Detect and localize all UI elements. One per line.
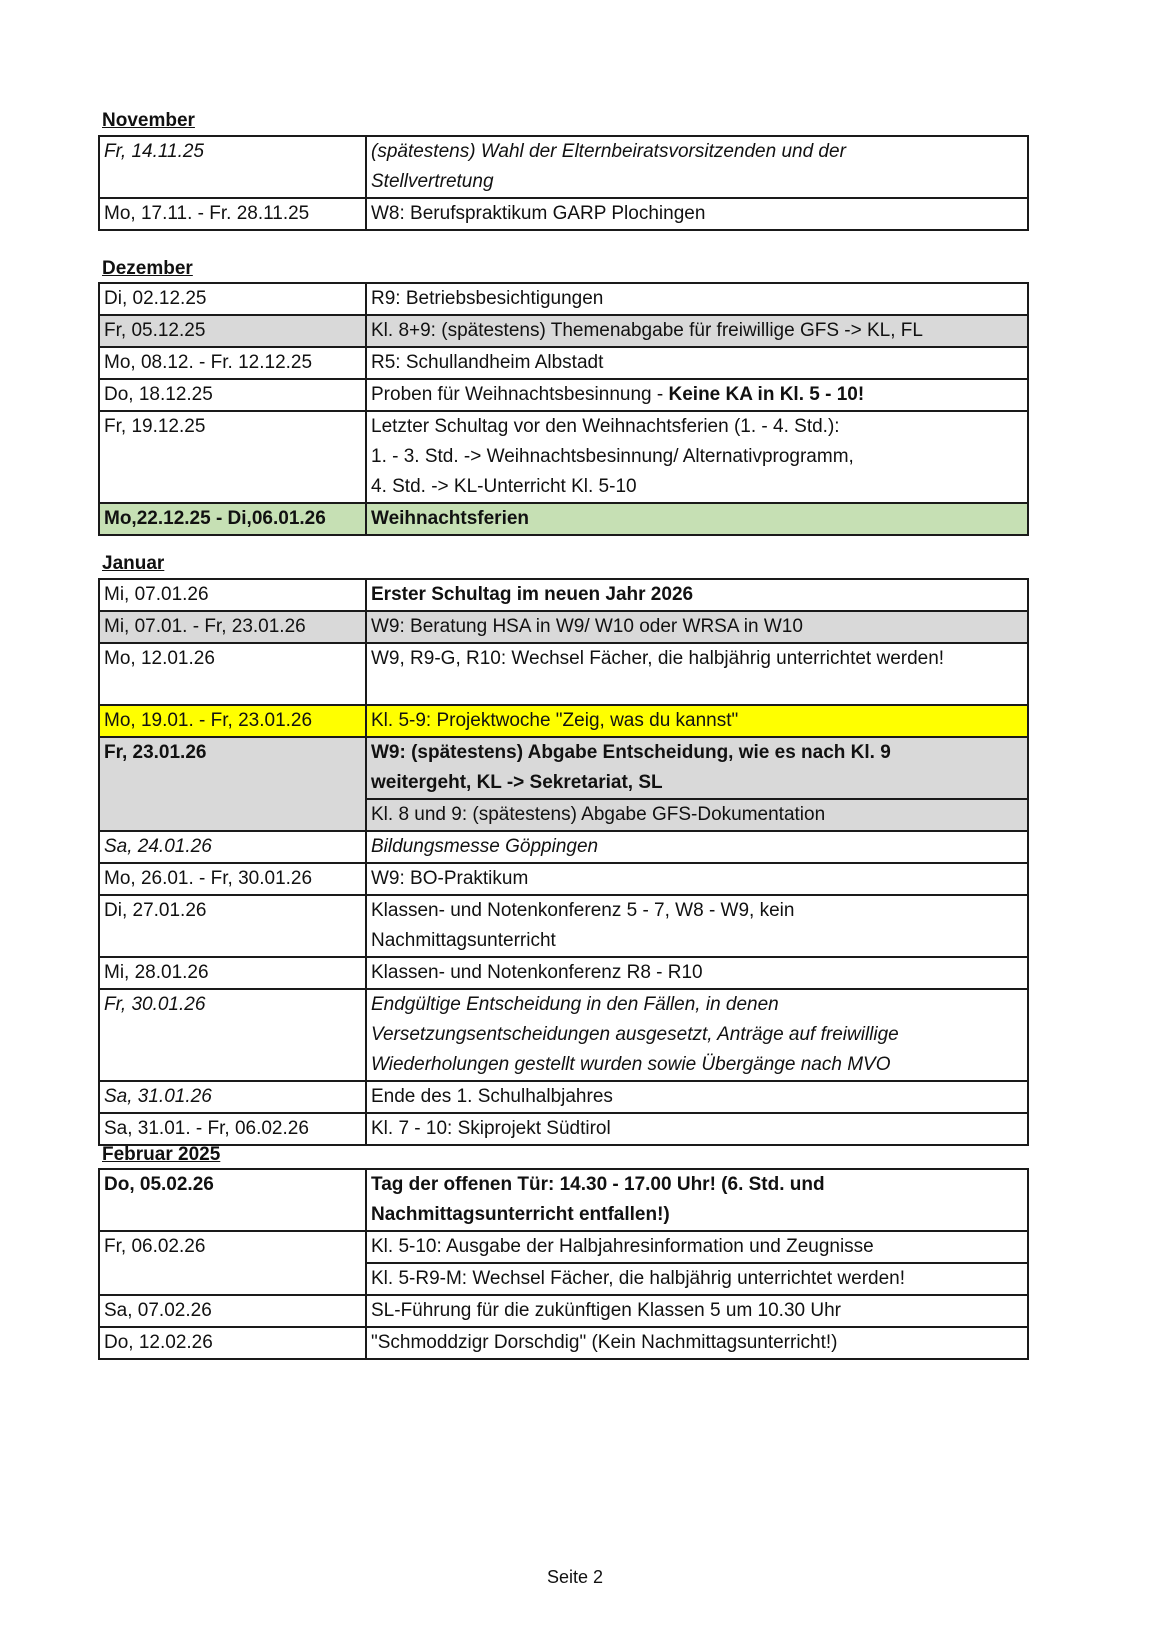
date-cell: Fr, 23.01.26 xyxy=(99,737,366,831)
date-cell: Fr, 06.02.26 xyxy=(99,1231,366,1295)
table-row xyxy=(99,1231,1028,1263)
event-cell: Kl. 5-10: Ausgabe der Halbjahresinformation und Zeugnisse xyxy=(366,1231,1028,1263)
table-november xyxy=(98,135,1029,231)
event-cell xyxy=(366,379,1028,411)
date-cell: Mo,22.12.25 - Di,06.01.26 xyxy=(99,503,366,535)
event-line: Stellvertretung xyxy=(371,171,494,192)
event-cell: SL-Führung für die zukünftigen Klassen 5 um 10.30 Uhr xyxy=(366,1295,1028,1327)
event-cell xyxy=(366,895,1028,957)
page-number: Seite 2 xyxy=(546,1567,604,1587)
table-row xyxy=(99,283,1028,315)
date-cell: Sa, 24.01.26 xyxy=(99,831,366,863)
event-cell xyxy=(366,989,1028,1081)
event-cell: "Schmoddzigr Dorschdig" (Kein Nachmittagsunterricht!) xyxy=(366,1327,1028,1359)
event-line-empty xyxy=(371,674,1023,704)
event-cell: Klassen- und Notenkonferenz R8 - R10 xyxy=(366,957,1028,989)
table-row xyxy=(99,895,1028,957)
event-line: Nachmittagsunterricht entfallen!) xyxy=(371,1204,670,1225)
table-row xyxy=(99,737,1028,799)
event-cell xyxy=(366,411,1028,503)
event-line: Endgültige Entscheidung in den Fällen, in denen xyxy=(371,994,779,1015)
date-cell: Mi, 07.01.26 xyxy=(99,579,366,611)
table-dezember xyxy=(98,282,1029,536)
table-row xyxy=(99,957,1028,989)
table-row xyxy=(99,831,1028,863)
event-cell: W8: Berufspraktikum GARP Plochingen xyxy=(366,198,1028,230)
date-cell: Do, 12.02.26 xyxy=(99,1327,366,1359)
date-cell: Sa, 31.01.26 xyxy=(99,1081,366,1113)
table-row xyxy=(99,198,1028,230)
section-title-november: November xyxy=(102,110,195,131)
event-line: W9, R9-G, R10: Wechsel Fächer, die halbjährig unterrichtet werden! xyxy=(371,648,945,669)
date-cell: Fr, 14.11.25 xyxy=(99,136,366,198)
event-cell: Weihnachtsferien xyxy=(366,503,1028,535)
event-line: Letzter Schultag vor den Weihnachtsferien (1. - 4. Std.): xyxy=(371,416,840,437)
date-cell: Fr, 30.01.26 xyxy=(99,989,366,1081)
event-cell: Kl. 5-9: Projektwoche "Zeig, was du kannst" xyxy=(366,705,1028,737)
table-row xyxy=(99,136,1028,198)
table-row xyxy=(99,379,1028,411)
table-row xyxy=(99,411,1028,503)
section-title-februar: Februar 2025 xyxy=(102,1144,221,1165)
date-cell: Do, 18.12.25 xyxy=(99,379,366,411)
table-row xyxy=(99,1295,1028,1327)
event-line: (spätestens) Wahl der Elternbeiratsvorsitzenden und der xyxy=(371,141,846,162)
table-row xyxy=(99,1113,1028,1145)
section-title-dezember: Dezember xyxy=(102,258,193,279)
event-line: 1. - 3. Std. -> Weihnachtsbesinnung/ Alternativprogramm, xyxy=(371,446,854,467)
table-februar xyxy=(98,1168,1029,1360)
event-cell xyxy=(366,643,1028,705)
event-line: Wiederholungen gestellt wurden sowie Übergänge nach MVO xyxy=(371,1054,891,1075)
table-row xyxy=(99,1327,1028,1359)
event-cell: Ende des 1. Schulhalbjahres xyxy=(366,1081,1028,1113)
table-row-holiday xyxy=(99,503,1028,535)
date-cell: Mo, 12.01.26 xyxy=(99,643,366,705)
table-januar xyxy=(98,578,1029,1146)
event-cell xyxy=(366,1169,1028,1231)
date-cell: Mi, 28.01.26 xyxy=(99,957,366,989)
event-cell: Erster Schultag im neuen Jahr 2026 xyxy=(366,579,1028,611)
event-line: Tag der offenen Tür: 14.30 - 17.00 Uhr! (6. Std. und xyxy=(371,1174,825,1195)
event-cell: R5: Schullandheim Albstadt xyxy=(366,347,1028,379)
table-row xyxy=(99,315,1028,347)
date-cell: Do, 05.02.26 xyxy=(99,1169,366,1231)
event-line: weitergeht, KL -> Sekretariat, SL xyxy=(371,772,663,793)
event-cell: Kl. 8 und 9: (spätestens) Abgabe GFS-Dokumentation xyxy=(366,799,1028,831)
event-cell: W9: BO-Praktikum xyxy=(366,863,1028,895)
table-row xyxy=(99,705,1028,737)
date-cell: Fr, 05.12.25 xyxy=(99,315,366,347)
table-row xyxy=(99,611,1028,643)
table-row xyxy=(99,347,1028,379)
event-cell: R9: Betriebsbesichtigungen xyxy=(366,283,1028,315)
date-cell: Sa, 31.01. - Fr, 06.02.26 xyxy=(99,1113,366,1145)
table-row xyxy=(99,579,1028,611)
event-cell xyxy=(366,737,1028,799)
event-text: Proben für Weihnachtsbesinnung - xyxy=(371,384,669,405)
event-cell: Kl. 7 - 10: Skiprojekt Südtirol xyxy=(366,1113,1028,1145)
table-row xyxy=(99,1169,1028,1231)
table-row xyxy=(99,989,1028,1081)
event-cell xyxy=(366,136,1028,198)
date-cell: Mo, 19.01. - Fr, 23.01.26 xyxy=(99,705,366,737)
event-cell: W9: Beratung HSA in W9/ W10 oder WRSA in W10 xyxy=(366,611,1028,643)
date-cell: Mo, 17.11. - Fr. 28.11.25 xyxy=(99,198,366,230)
event-line: Nachmittagsunterricht xyxy=(371,930,556,951)
event-line: 4. Std. -> KL-Unterricht Kl. 5-10 xyxy=(371,476,637,497)
date-cell: Di, 27.01.26 xyxy=(99,895,366,957)
date-cell: Mo, 08.12. - Fr. 12.12.25 xyxy=(99,347,366,379)
event-cell: Kl. 8+9: (spätestens) Themenabgabe für freiwillige GFS -> KL, FL xyxy=(366,315,1028,347)
event-cell: Kl. 5-R9-M: Wechsel Fächer, die halbjährig unterrichtet werden! xyxy=(366,1263,1028,1295)
date-cell: Di, 02.12.25 xyxy=(99,283,366,315)
table-row xyxy=(99,643,1028,705)
event-line: Versetzungsentscheidungen ausgesetzt, Anträge auf freiwillige xyxy=(371,1024,899,1045)
section-title-januar: Januar xyxy=(102,553,165,574)
event-cell: Bildungsmesse Göppingen xyxy=(366,831,1028,863)
date-cell: Sa, 07.02.26 xyxy=(99,1295,366,1327)
event-emphasis: Keine KA in Kl. 5 - 10! xyxy=(668,384,865,405)
date-cell: Mo, 26.01. - Fr, 30.01.26 xyxy=(99,863,366,895)
date-cell: Fr, 19.12.25 xyxy=(99,411,366,503)
event-line: W9: (spätestens) Abgabe Entscheidung, wie es nach Kl. 9 xyxy=(371,742,891,763)
date-cell: Mi, 07.01. - Fr, 23.01.26 xyxy=(99,611,366,643)
table-row xyxy=(99,1081,1028,1113)
table-row xyxy=(99,863,1028,895)
event-line: Klassen- und Notenkonferenz 5 - 7, W8 - W9, kein xyxy=(371,900,795,921)
